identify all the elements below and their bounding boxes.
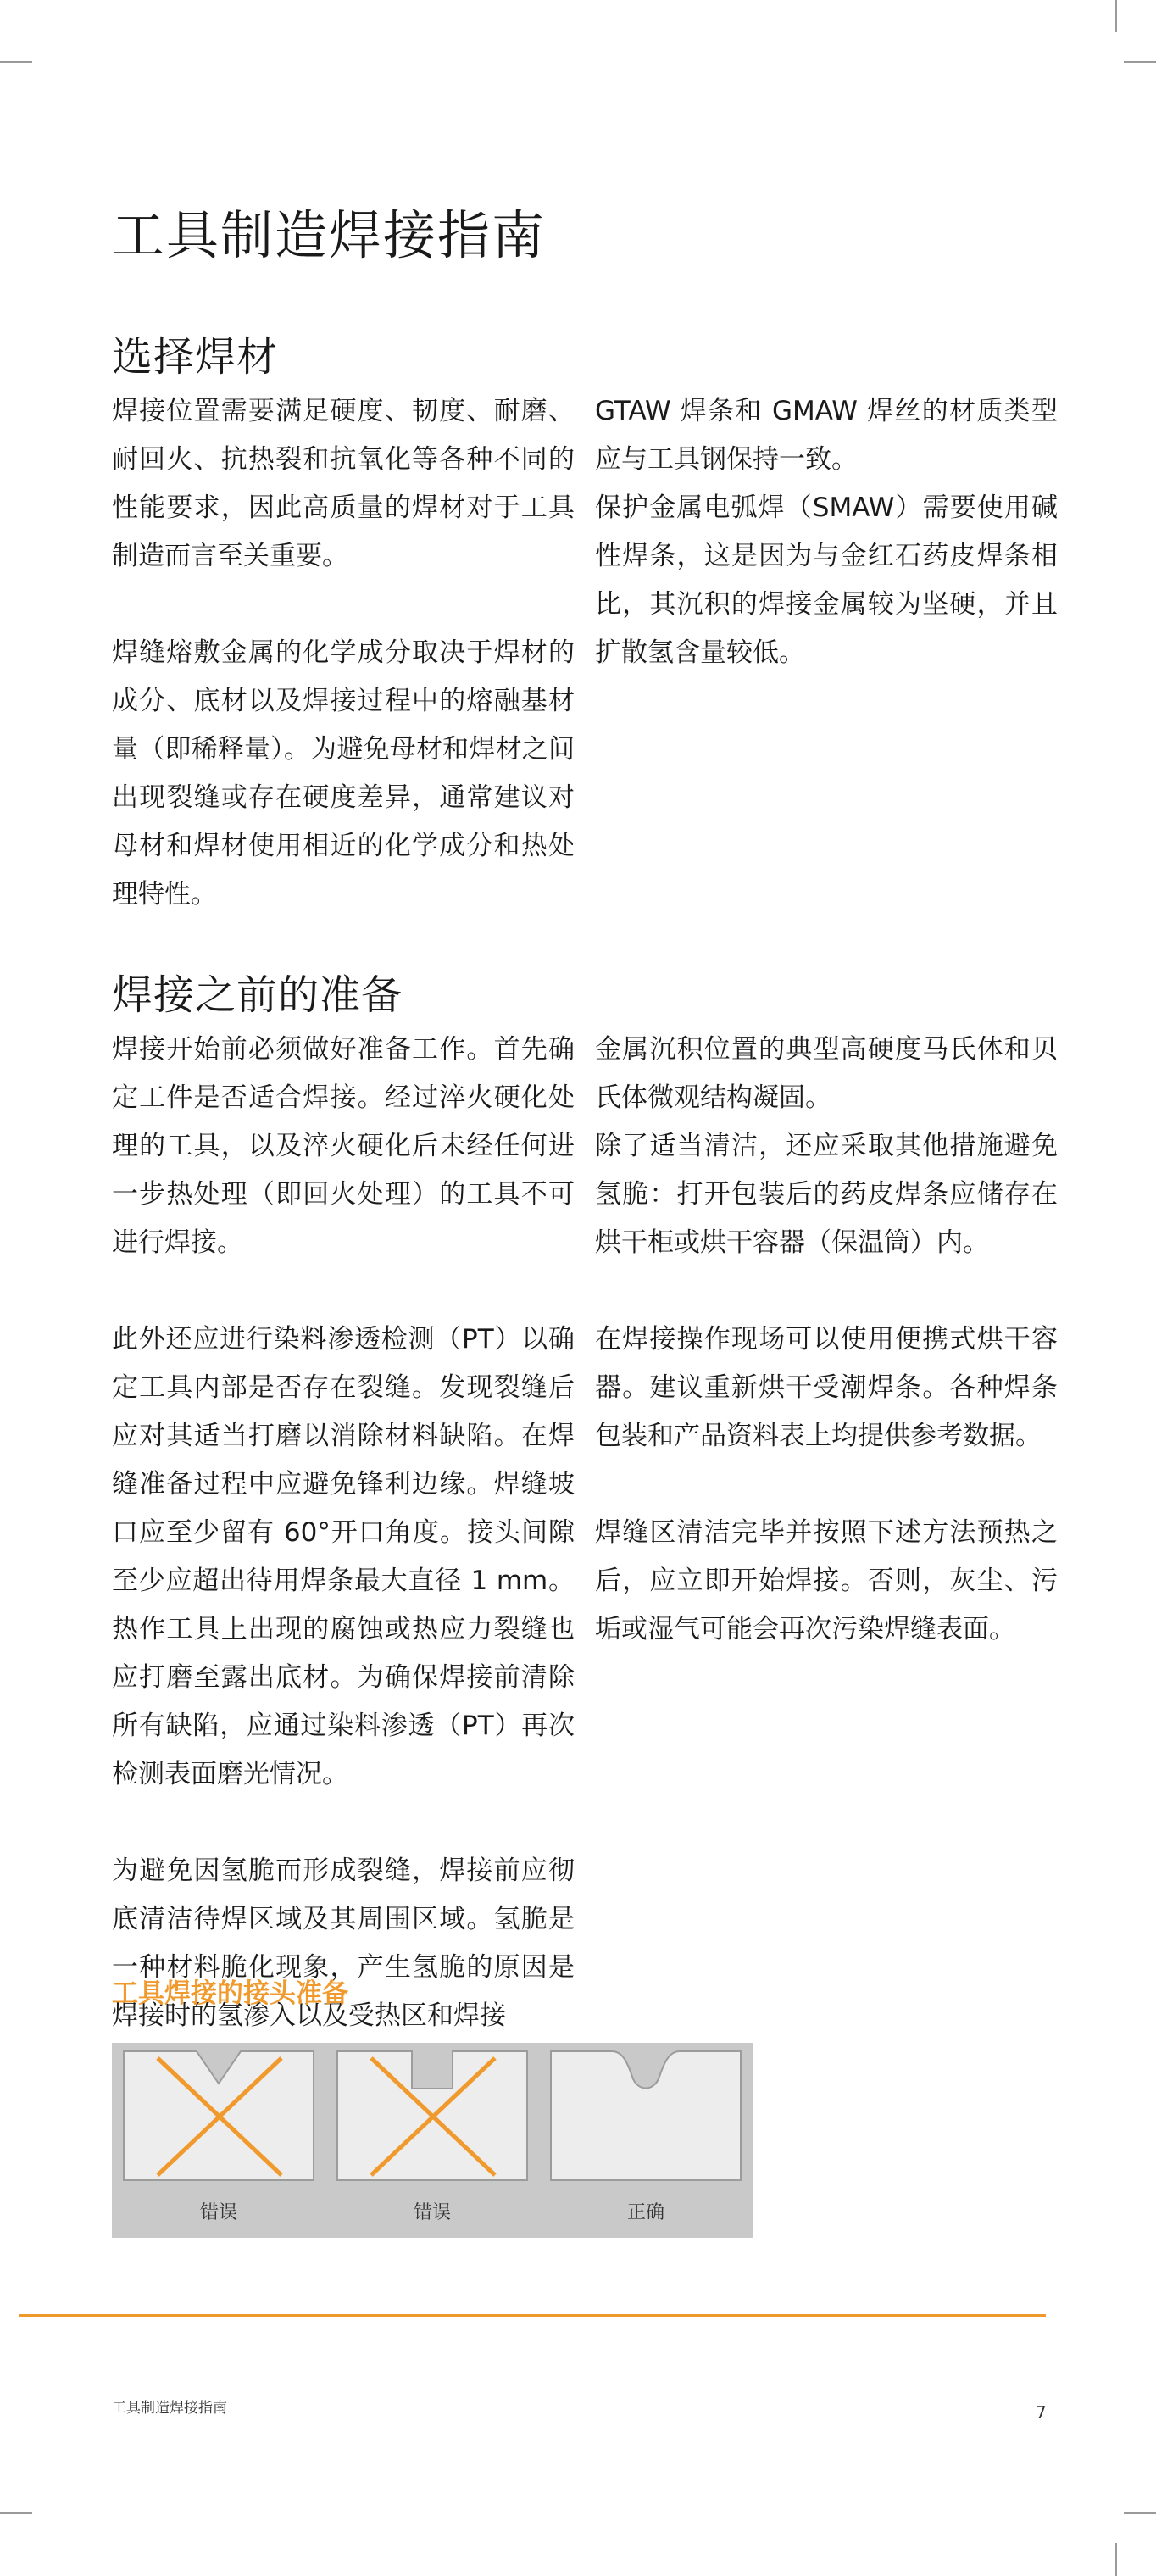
paragraph: 焊缝区清洁完毕并按照下述方法预热之后，应立即开始焊接。否则，灰尘、污垢或湿气可能会再次污染焊缝表面。 [595, 1517, 1058, 1644]
paragraph: 焊接位置需要满足硬度、韧度、耐磨、耐回火、抗热裂和抗氧化等各种不同的性能要求，因此高质量的焊材对于工具制造而言至关重要。 [112, 396, 575, 571]
paragraph: 在焊接操作现场可以使用便携式烘干容器。建议重新烘干受潮焊条。各种焊条包装和产品资料表上均提供参考数据。 [595, 1324, 1058, 1451]
paragraph: 此外还应进行染料渗透检测（PT）以确定工具内部是否存在裂缝。发现裂缝后应对其适当打磨以消除材料缺陷。在焊缝准备过程中应避免锋利边缘。焊缝坡口应至少留有 60°开口角度。接头间隙至少应超出待用焊条最大直径 1 mm。热作工具上出现的腐蚀或热应力裂缝也应打磨至露出底材。为确保焊接前清除所有缺陷，应通过染料渗透（PT）再次检测表面磨光情况。 [112, 1324, 575, 1789]
crop-mark [1124, 2512, 1156, 2514]
crop-mark [0, 2512, 32, 2514]
section-heading-preparation: 焊接之前的准备 [112, 971, 403, 1019]
section-1-right-column [595, 387, 1058, 677]
paragraph: 除了适当清洁，还应采取其他措施避免氢脆：打开包装后的药皮焊条应储存在烘干柜或烘干容器（保温筒）内。 [595, 1131, 1058, 1258]
joint-preparation-figure [112, 2043, 753, 2238]
panel-label: 错误 [199, 2202, 237, 2223]
section-2-right-column [595, 1026, 1058, 1654]
page-number: 7 [1036, 2402, 1047, 2423]
paragraph: 焊缝熔敷金属的化学成分取决于焊材的成分、底材以及焊接过程中的熔融基材量（即稀释量）。为避免母材和焊材之间出现裂缝或存在硬度差异，通常建议对母材和焊材使用相近的化学成分和热处理特性。 [112, 637, 575, 910]
section-heading-welding-materials: 选择焊材 [112, 333, 279, 381]
section-2-left-column [112, 1026, 575, 2040]
paragraph: 焊接开始前必须做好准备工作。首先确定工件是否适合焊接。经过淬火硬化处理的工具，以及淬火硬化后未经任何进一步热处理（即回火处理）的工具不可进行焊接。 [112, 1034, 575, 1258]
panel-label: 错误 [413, 2202, 451, 2223]
u-groove-diagram [539, 2043, 753, 2189]
v-groove-diagram [112, 2043, 325, 2189]
panel-label: 正确 [626, 2202, 664, 2223]
joint-panel-v-groove [112, 2043, 325, 2238]
crop-mark [1115, 2543, 1117, 2576]
joint-panel-u-groove [539, 2043, 753, 2238]
joint-panel-square-groove [325, 2043, 539, 2238]
square-groove-diagram [325, 2043, 539, 2189]
paragraph: GTAW 焊条和 GMAW 焊丝的材质类型应与工具钢保持一致。 [595, 396, 1058, 475]
footer-rule [19, 2314, 1046, 2317]
crop-mark [0, 61, 32, 63]
footer-title: 工具制造焊接指南 [112, 2400, 227, 2417]
section-1-left-column [112, 387, 575, 919]
paragraph: 金属沉积位置的典型高硬度马氏体和贝氏体微观结构凝固。 [595, 1034, 1058, 1113]
crop-mark [1124, 61, 1156, 63]
figure-caption: 工具焊接的接头准备 [112, 1978, 348, 2009]
crop-mark [1115, 0, 1117, 32]
paragraph: 保护金属电弧焊（SMAW）需要使用碱性焊条，这是因为与金红石药皮焊条相比，其沉积的焊接金属较为坚硬，并且扩散氢含量较低。 [595, 492, 1058, 668]
page-title: 工具制造焊接指南 [112, 204, 547, 266]
paragraph: 为避免因氢脆而形成裂缝，焊接前应彻底清洁待焊区域及其周围区域。氢脆是一种材料脆化现象，产生氢脆的原因是焊接时的氢渗入以及受热区和焊接 [112, 1855, 575, 2031]
